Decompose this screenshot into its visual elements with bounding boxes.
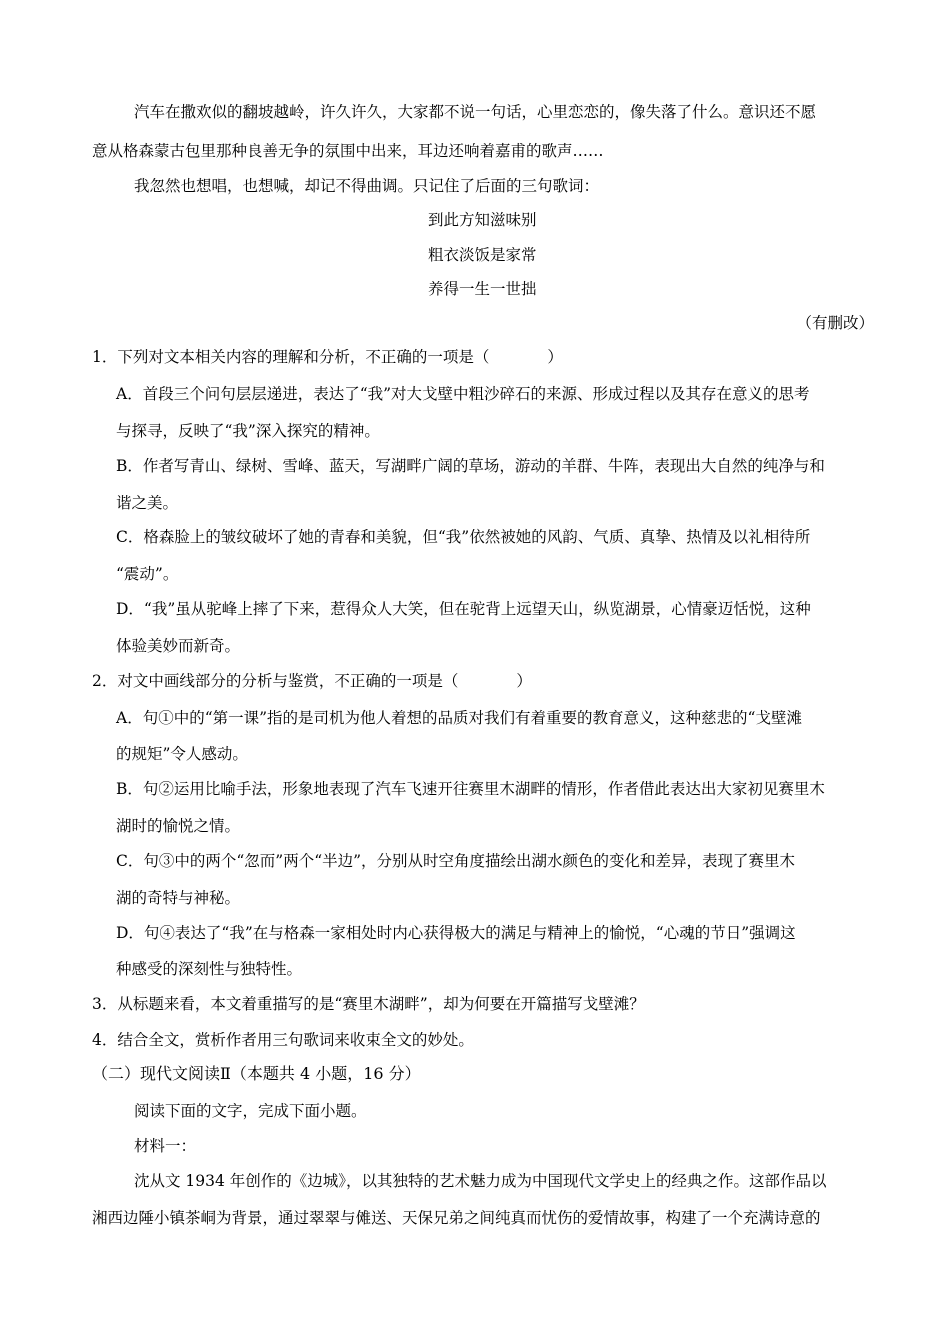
passage-paragraph-line: 我忽然也想唱，也想喊，却记不得曲调。只记住了后面的三句歌词： xyxy=(134,177,600,195)
question-stem-text: 1．下列对文本相关内容的理解和分析，不正确的一项是（ xyxy=(92,348,490,366)
material-label: 材料一： xyxy=(134,1137,197,1155)
section-heading: （二）现代文阅读Ⅱ（本题共 4 小题，16 分） xyxy=(92,1064,421,1083)
question-3: 3．从标题来看，本文着重描写的是“赛里木湖畔”，却为何要在开篇描写戈壁滩？ xyxy=(92,995,645,1013)
option-line: A．首段三个问句层层递进，表达了“我”对大戈壁中粗沙碎石的来源、形成过程以及其存在意义的思考 xyxy=(116,385,810,403)
option-line: 湖时的愉悦之情。 xyxy=(116,817,241,835)
option-line: “震动”。 xyxy=(116,565,179,583)
question-2-stem xyxy=(92,671,532,691)
option-line: A．句①中的“第一课”指的是司机为他人着想的品质对我们有着重要的教育意义，这种慈悲的“戈壁滩 xyxy=(116,709,802,727)
passage-paragraph-line: 意从格森蒙古包里那种良善无争的氛围中出来，耳边还响着嘉甫的歌声…… xyxy=(92,142,604,160)
material-paragraph-line: 湘西边陲小镇茶峒为背景，通过翠翠与傩送、天保兄弟之间纯真而忧伤的爱情故事，构建了一个充满诗意的 xyxy=(92,1209,821,1227)
material-paragraph-line: 沈从文 1934 年创作的《边城》，以其独特的艺术魅力成为中国现代文学史上的经典之作。这部作品以 xyxy=(134,1172,827,1190)
option-line: B．句②运用比喻手法，形象地表现了汽车飞速开往赛里木湖畔的情形，作者借此表达出大家初见赛里木 xyxy=(116,780,825,798)
instruction-text: 阅读下面的文字，完成下面小题。 xyxy=(134,1102,367,1120)
question-stem-close: ） xyxy=(547,348,563,366)
lyric-line: 养得一生一世拙 xyxy=(428,280,537,298)
lyric-line: 粗衣淡饭是家常 xyxy=(428,246,537,264)
option-line: 与探寻，反映了“我”深入探究的精神。 xyxy=(116,422,380,440)
option-line: 种感受的深刻性与独特性。 xyxy=(116,960,303,978)
lyric-line: 到此方知滋味别 xyxy=(428,211,537,229)
option-line: 的规矩”令人感动。 xyxy=(116,745,248,763)
question-1-stem xyxy=(92,347,563,367)
option-line: 湖的奇特与神秘。 xyxy=(116,889,241,907)
option-line: 体验美妙而新奇。 xyxy=(116,637,241,655)
question-stem-text: 2．对文中画线部分的分析与鉴赏，不正确的一项是（ xyxy=(92,672,459,690)
option-line: B．作者写青山、绿树、雪峰、蓝天，写湖畔广阔的草场，游动的羊群、牛阵，表现出大自然的纯净与和 xyxy=(116,457,825,475)
option-line: C．格森脸上的皱纹破坏了她的青春和美貌，但“我”依然被她的风韵、气质、真挚、热情及以礼相待所 xyxy=(116,528,811,546)
option-line: D．句④表达了“我”在与格森一家相处时内心获得极大的满足与精神上的愉悦，“心魂的节日”强调这 xyxy=(116,924,796,942)
question-stem-close: ） xyxy=(516,672,532,690)
option-line: 谐之美。 xyxy=(116,494,179,512)
passage-paragraph-line: 汽车在撒欢似的翻坡越岭，许久许久，大家都不说一句话，心里恋恋的，像失落了什么。意识还不愿 xyxy=(134,103,817,121)
option-line: D．“我”虽从驼峰上摔了下来，惹得众人大笑，但在驼背上远望天山，纵览湖景，心情豪迈恬悦，这种 xyxy=(116,600,811,618)
question-4: 4．结合全文，赏析作者用三句歌词来收束全文的妙处。 xyxy=(92,1031,474,1049)
source-note: （有删改） xyxy=(796,314,874,332)
option-line: C．句③中的两个“忽而”两个“半边”，分别从时空角度描绘出湖水颜色的变化和差异，表现了赛里木 xyxy=(116,852,796,870)
